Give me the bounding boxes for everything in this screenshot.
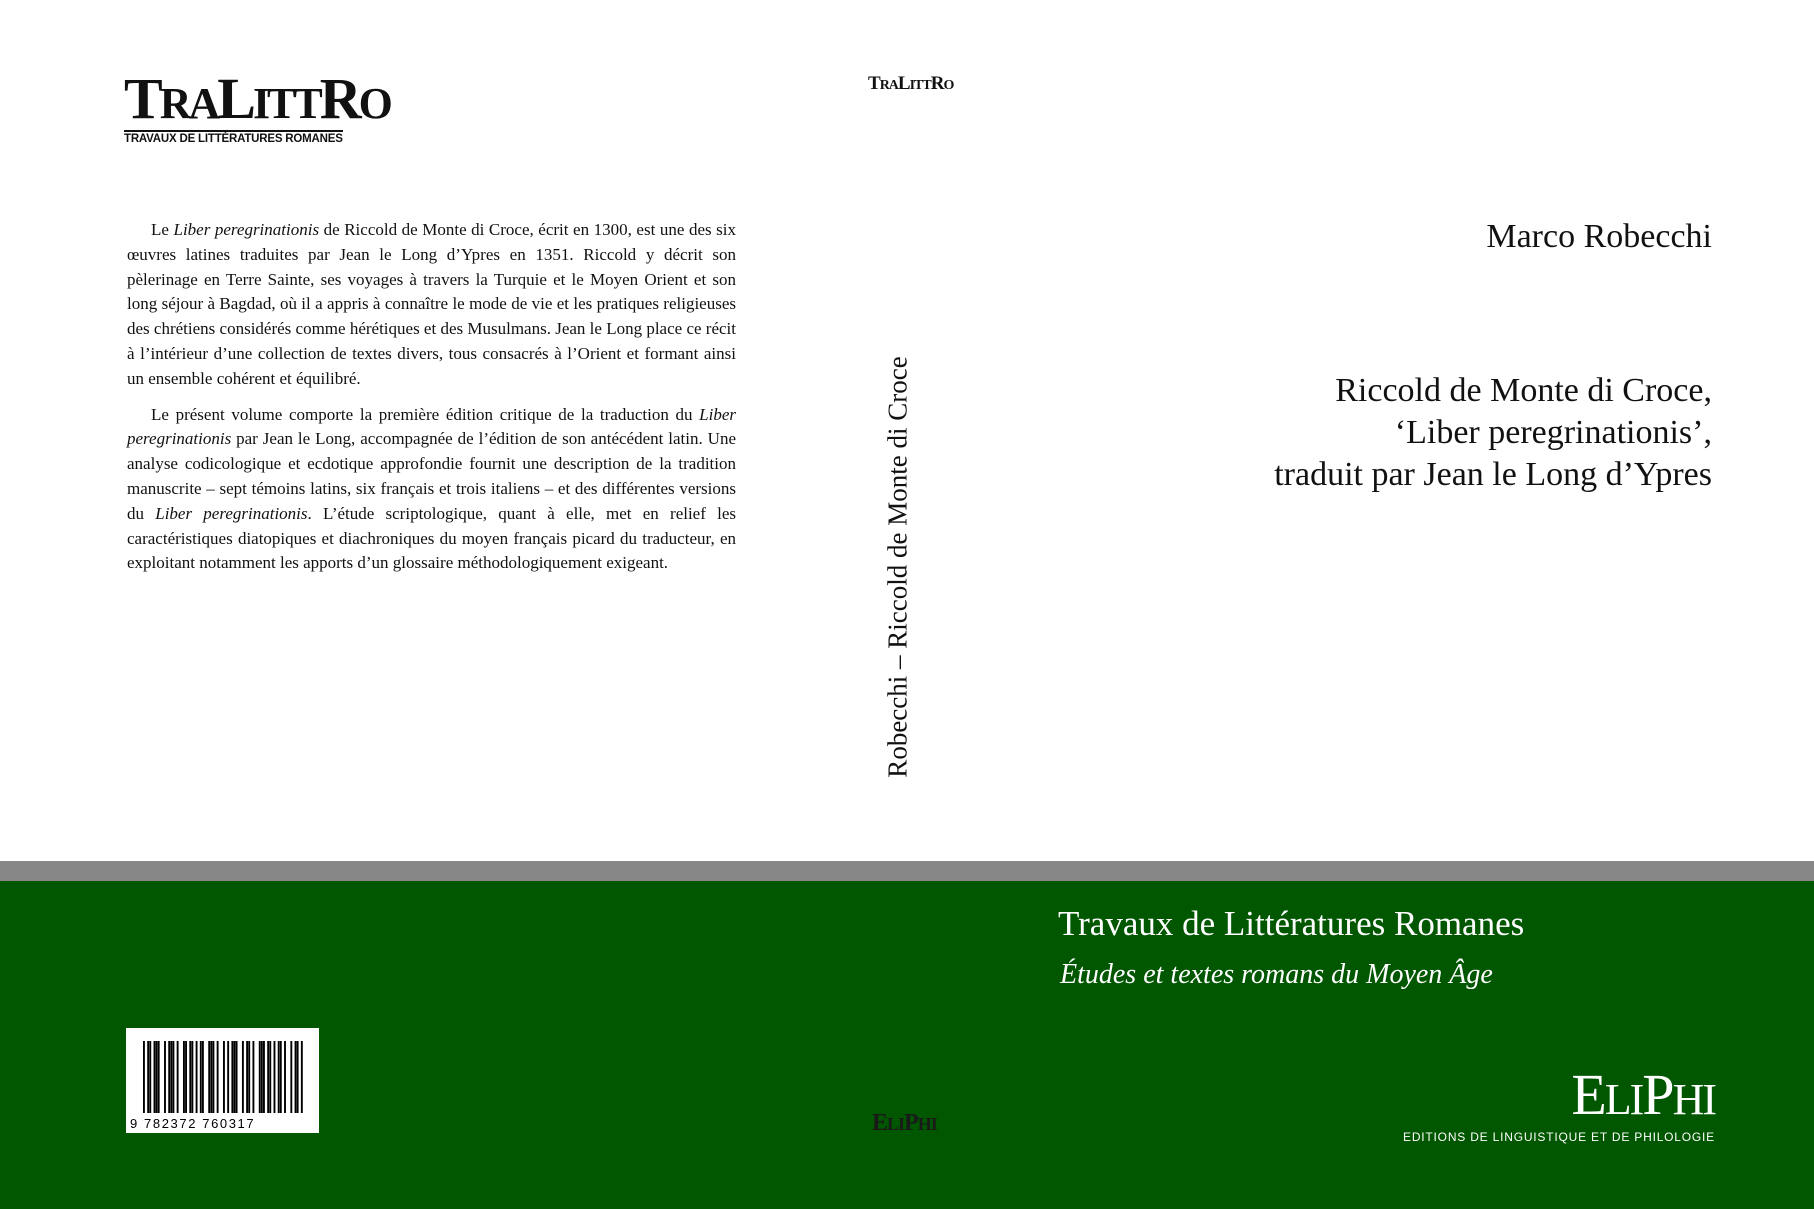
barcode-bar — [242, 1041, 244, 1113]
title-line-3: traduit par Jean le Long d’Ypres — [1274, 456, 1712, 493]
barcode-bar — [297, 1041, 299, 1113]
blurb-paragraph-2: Le présent volume comporte la première édition critique de la traduction du Liber peregrinationis par Jean le Long, accompagnée de l’édition de son antécédent latin. Une analyse codicologique et ecdotique approfondie fournit une description de la tradition manuscrite – sept témoins latins, six français et trois italiens – et des différentes versions du Liber peregrinationis. L’étude scriptologique, quant à elle, met en relief les caractéristiques diatopiques et diachroniques du moyen français picard du traducteur, en exploitant notamment les apports d’un glossaire méthodologiquement exigeant. — [127, 404, 737, 573]
barcode-bar — [234, 1041, 236, 1113]
barcode-bar — [269, 1041, 271, 1113]
barcode-bar — [143, 1041, 145, 1113]
blurb-paragraph-1: Le Liber peregrinationis de Riccold de Monte di Croce, écrit en 1300, est une des six œuvres latines traduites par Jean le Long d’Ypres en 1351. Riccold y décrit son pèlerinage en Terre Sainte, ses voyages à travers la Turquie et le Moyen Orient et son long séjour à Bagdad, où il a appris à connaître le mode de vie et les pratiques religieuses des chrétiens considérés comme hérétiques et des Musulmans. Jean le Long place ce récit à l’intérieur d’une collection de textes divers, tous consacrés à l’Orient et formant ainsi un ensemble cohérent et équilibré. — [127, 220, 736, 388]
barcode-bar — [212, 1041, 214, 1113]
barcode-bar — [156, 1041, 158, 1113]
barcode-bar — [231, 1041, 233, 1113]
barcode-bar — [223, 1041, 225, 1113]
barcode — [126, 1028, 319, 1133]
barcode-bar — [196, 1041, 198, 1113]
barcode-bar — [259, 1041, 261, 1113]
series-name: Travaux de Littératures Romanes — [1058, 904, 1525, 943]
barcode-bar — [170, 1041, 172, 1113]
barcode-bar — [217, 1041, 219, 1113]
tralittro-wordmark: TRALITTRO — [124, 66, 390, 131]
barcode-bars — [143, 1041, 303, 1113]
barcode-bar — [263, 1041, 265, 1113]
spine-logo — [868, 74, 953, 93]
barcode-bar — [246, 1041, 248, 1113]
barcode-bar — [147, 1041, 149, 1113]
barcode-bar — [168, 1041, 170, 1113]
title-line-2: ‘Liber peregrinationis’, — [1394, 414, 1712, 451]
barcode-bar — [185, 1041, 187, 1113]
barcode-bar — [261, 1041, 263, 1113]
barcode-bar — [177, 1041, 179, 1113]
barcode-bar — [158, 1041, 160, 1113]
barcode-bar — [164, 1041, 166, 1113]
barcode-bar — [200, 1041, 202, 1113]
barcode-bar — [301, 1041, 303, 1113]
barcode-bar — [208, 1041, 210, 1113]
barcode-bar — [172, 1041, 174, 1113]
barcode-bar — [191, 1041, 193, 1113]
barcode-bar — [210, 1041, 212, 1113]
barcode-bar — [280, 1041, 282, 1113]
series-subtitle: Études et textes romans du Moyen Âge — [1060, 959, 1493, 990]
book-title — [1274, 370, 1712, 496]
isbn-number: 9 782372 760317 — [130, 1116, 256, 1131]
barcode-bar — [295, 1041, 297, 1113]
barcode-bar — [236, 1041, 238, 1113]
barcode-bar — [202, 1041, 204, 1113]
barcode-bar — [183, 1041, 185, 1113]
title-line-1: Riccold de Monte di Croce, — [1335, 372, 1712, 409]
eliphi-tagline: EDITIONS DE LINGUISTIQUE ET DE PHILOLOGIE — [1403, 1130, 1715, 1144]
barcode-bar — [227, 1041, 229, 1113]
tralittro-subtitle: TRAVAUX DE LITTÉRATURES ROMANES — [124, 130, 343, 145]
spine-tralittro-wordmark: TRALITTRO — [868, 73, 954, 94]
barcode-bar — [290, 1041, 292, 1113]
barcode-bar — [278, 1041, 280, 1113]
barcode-bar — [149, 1041, 151, 1113]
eliphi-logo — [1403, 1062, 1715, 1144]
barcode-bar — [267, 1041, 269, 1113]
spine-title: Robecchi – Riccold de Monte di Croce — [882, 356, 913, 778]
eliphi-wordmark: ELIPHI — [1571, 1062, 1715, 1127]
barcode-bar — [248, 1041, 250, 1113]
barcode-bar — [284, 1041, 286, 1113]
spine-eliphi-logo: ELIPHI — [872, 1110, 937, 1136]
barcode-bar — [274, 1041, 276, 1113]
tralittro-logo — [124, 66, 390, 147]
gray-band — [0, 861, 1814, 881]
barcode-bar — [154, 1041, 156, 1113]
barcode-bar — [252, 1041, 254, 1113]
barcode-bar — [189, 1041, 191, 1113]
author-name: Marco Robecchi — [1486, 218, 1712, 255]
back-cover-blurb — [127, 218, 736, 587]
